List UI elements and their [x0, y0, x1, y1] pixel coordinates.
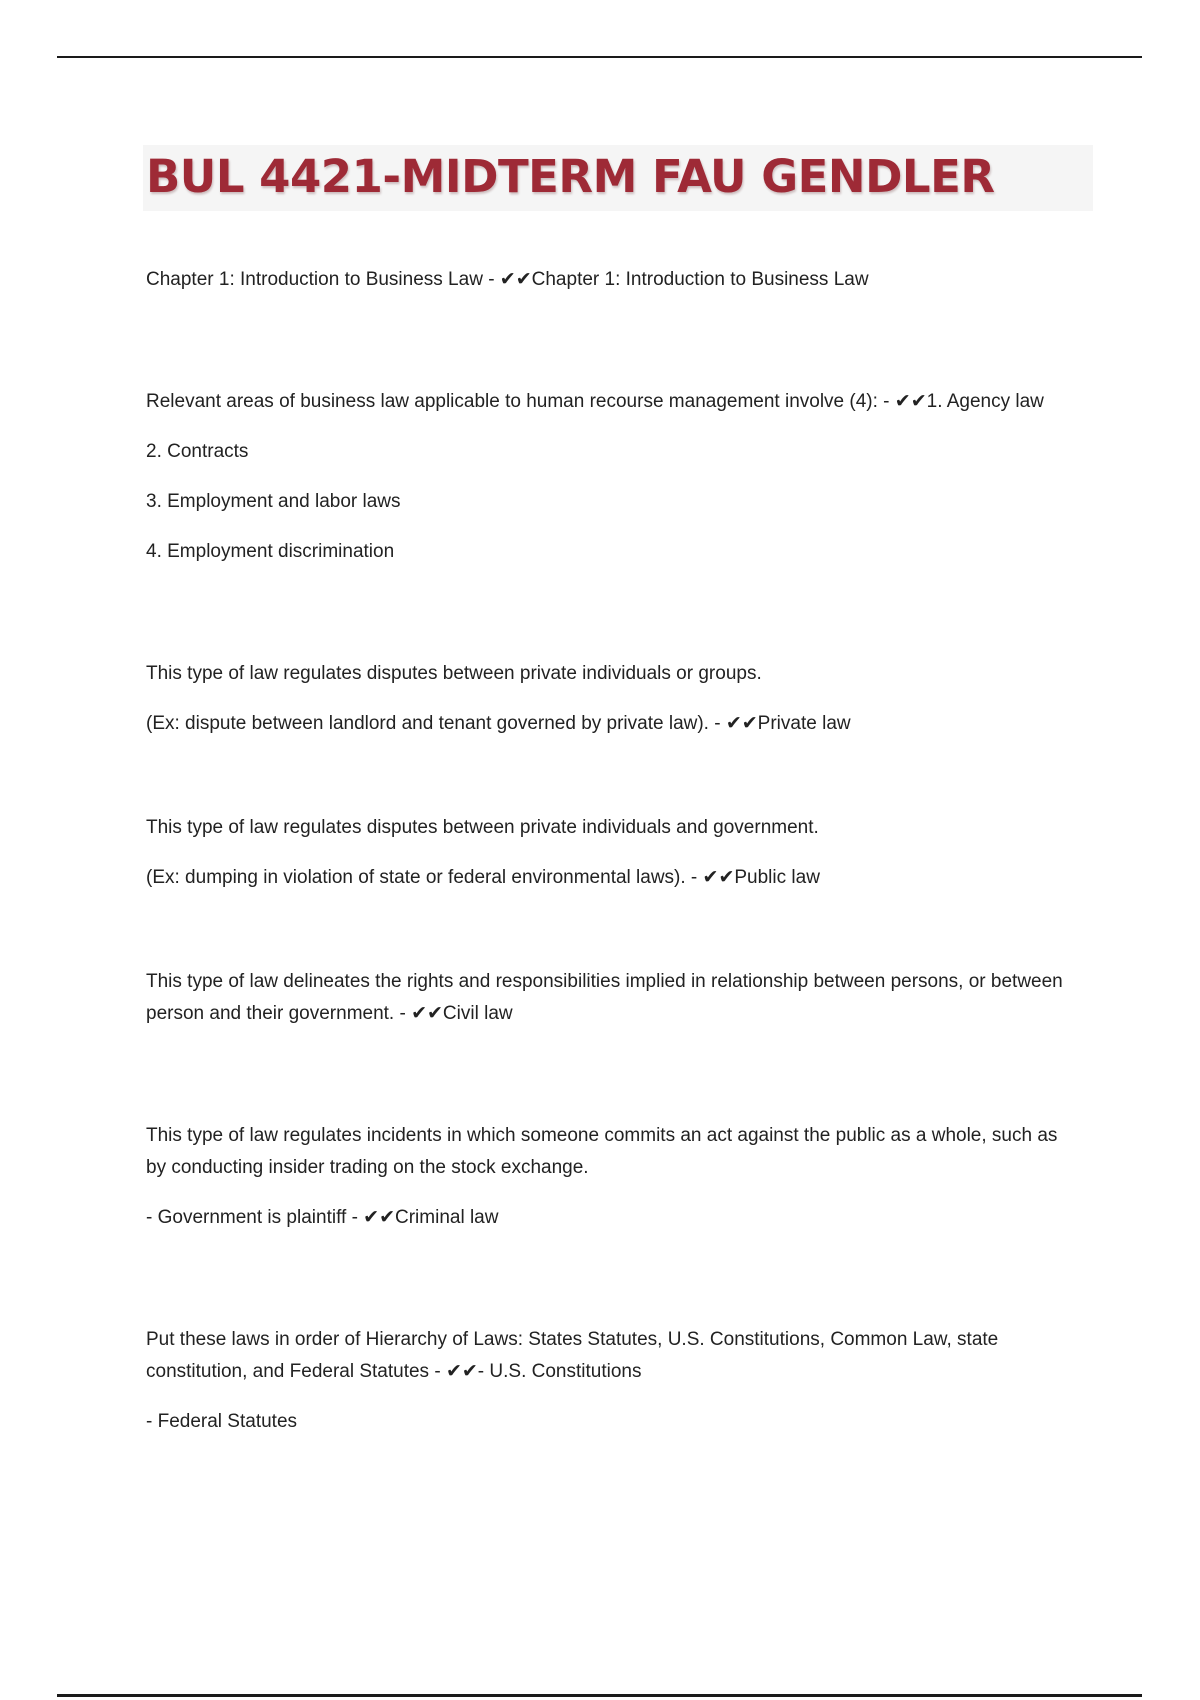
document-title: BUL 4421-MIDTERM FAU GENDLER	[146, 150, 995, 203]
document-body	[146, 264, 1066, 1438]
card-question: Relevant areas of business law applicable to human recourse management involve (4): - ✔✔1. Agency law	[146, 391, 1044, 412]
bottom-rule	[57, 1694, 1142, 1697]
list-item: 4. Employment discrimination	[146, 541, 395, 562]
flashcard-civil-law	[146, 966, 1066, 1030]
card-question: This type of law regulates disputes between private individuals or groups.	[146, 663, 762, 684]
card-answer: (Ex: dumping in violation of state or federal environmental laws). - ✔✔Public law	[146, 867, 820, 888]
card-answer: (Ex: dispute between landlord and tenant governed by private law). - ✔✔Private law	[146, 713, 851, 734]
card-question: This type of law regulates disputes between private individuals and government.	[146, 817, 819, 838]
flashcard-private-law	[146, 658, 1066, 740]
card-question: Put these laws in order of Hierarchy of Laws: States Statutes, U.S. Constitutions, Common Law, state constitution, and Federal Statutes - ✔✔- U.S. Constitutions	[146, 1329, 999, 1382]
card-answer: - Government is plaintiff - ✔✔Criminal law	[146, 1207, 499, 1228]
flashcard-hierarchy	[146, 1324, 1066, 1438]
flashcard-hr-areas	[146, 386, 1066, 568]
card-answer: - Federal Statutes	[146, 1411, 298, 1432]
flashcard-public-law	[146, 812, 1066, 894]
chapter-heading: Chapter 1: Introduction to Business Law - ✔✔Chapter 1: Introduction to Business Law	[146, 269, 869, 290]
card-question: This type of law regulates incidents in which someone commits an act against the public as a whole, such as by conducting insider trading on the stock exchange.	[146, 1125, 1058, 1178]
list-item: 3. Employment and labor laws	[146, 491, 401, 512]
top-rule	[57, 56, 1142, 58]
list-item: 2. Contracts	[146, 441, 249, 462]
flashcard-criminal-law	[146, 1120, 1066, 1234]
card-question: This type of law delineates the rights and responsibilities implied in relationship between persons, or between person and their government. - ✔✔Civil law	[146, 971, 1063, 1024]
